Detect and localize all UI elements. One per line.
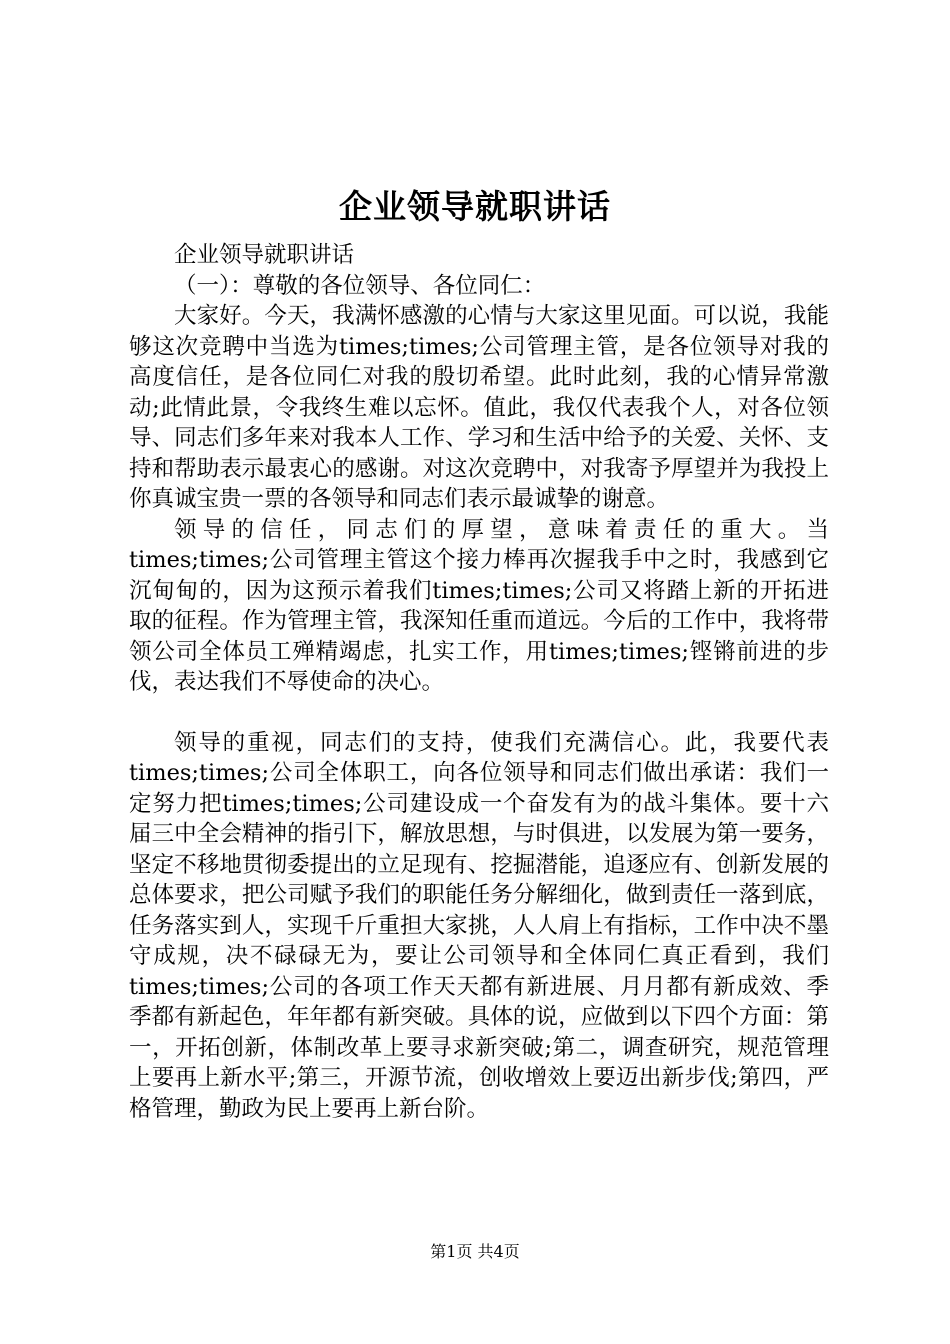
subtitle-paragraph: 企业领导就职讲话 [174,242,355,268]
document-title: 企业领导就职讲话 [339,187,611,226]
body-paragraph: 领导的信任，同志们的厚望，意味着责任的重大。当times;times;公司管理主管这个接力棒再次握我手中之时，我感到它沉甸甸的，因为这预示着我们times;times;公司又将踏上新的开拓进取的征程。作为管理主管，我深知任重而道远。今后的工作中，我将带领公司全体员工殚精竭虑，扎实工作，用times;times;铿锵前进的步伐，表达我们不辱使命的决心。 [129,516,829,695]
document-body [129,240,829,1124]
body-paragraph: 大家好。今天，我满怀感激的心情与大家这里见面。可以说，我能够这次竞聘中当选为times;times;公司管理主管，是各位领导对我的高度信任，是各位同仁对我的殷切希望。此时此刻，我的心情异常激动;此情此景，令我终生难以忘怀。值此，我仅代表我个人，对各位领导、同志们多年来对我本人工作、学习和生活中给予的关爱、关怀、支持和帮助表示最衷心的感谢。对这次竞聘中，对我寄予厚望并为我投上你真诚宝贵一票的各领导和同志们表示最诚挚的谢意。 [129,303,829,512]
page-footer: 第1页 共4页 [430,1242,520,1261]
salutation-paragraph: （一）：尊敬的各位领导、各位同仁： [174,272,546,299]
body-paragraph: 领导的重视，同志们的支持，使我们充满信心。此，我要代表times;times;公司全体职工，向各位领导和同志们做出承诺：我们一定努力把times;times;公司建设成一个奋发有为的战斗集体。要十六届三中全会精神的指引下，解放思想，与时俱进，以发展为第一要务，坚定不移地贯彻委提出的立足现有、挖掘潜能，追逐应有、创新发展的总体要求，把公司赋予我们的职能任务分解细化，做到责任一落到底，任务落实到人，实现千斤重担大家挑，人人肩上有指标，工作中决不墨守成规，决不碌碌无为，要让公司领导和全体同仁真正看到，我们times;times;公司的各项工作天天都有新进展、月月都有新成效、季季都有新起色，年年都有新突破。具体的说，应做到以下四个方面：第一，开拓创新，体制改革上要寻求新突破;第二，调查研究，规范管理上要再上新水平;第三，开源节流，创收增效上要迈出新步伐;第四，严格管理，勤政为民上要再上新台阶。 [129,729,829,1122]
